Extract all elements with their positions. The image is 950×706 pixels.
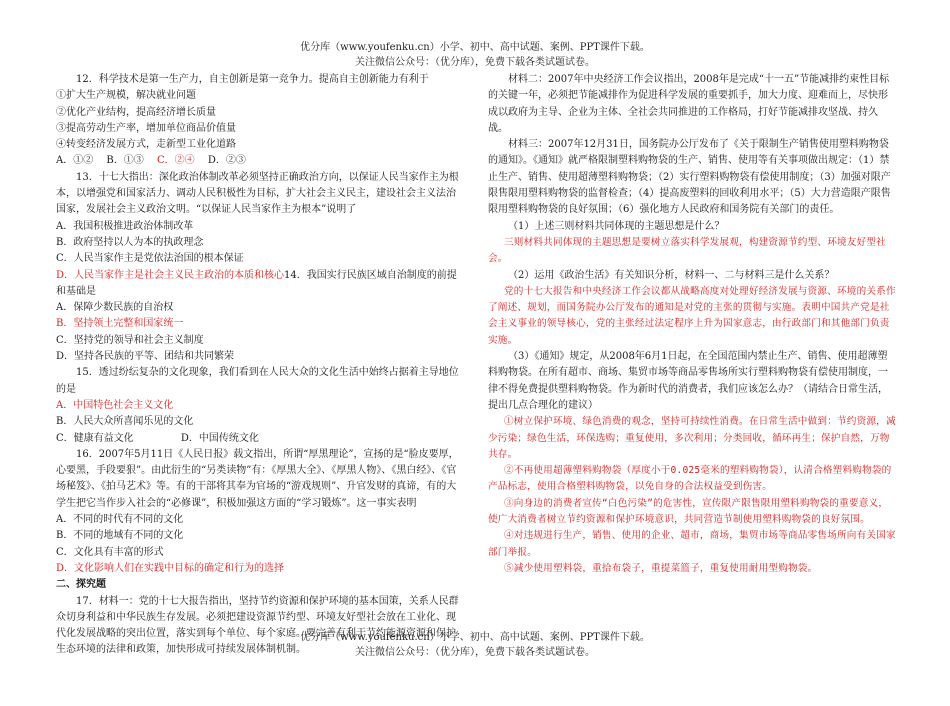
left-column — [56, 72, 460, 659]
q15-stem: 15．透过纷纭复杂的文化现象，我们看到在人民大众的文化生活中始终占据着主导地位的是 — [56, 367, 459, 395]
q12-choice-d: D．②③ — [207, 155, 246, 167]
q14-choice-c: C．坚持党的领导和社会主义制度 — [56, 334, 204, 346]
q17-question-3: （3）《通知》规定，从2008年6月1日起，在全国范围内禁止生产、销售、使用超薄塑料购物袋。在所有超市、商场、集贸市场等商品零售场所实行塑料购物袋有偿使用制度，一律不得免费提供塑料购物袋。作为新时代的消费者，我们应该怎么办？（请结合日常生活，提出几点合理化的建议） — [488, 351, 888, 411]
q17-answer-1: 三则材料共同体现的主题思想是要树立落实科学发展观，构建资源节约型、环境友好型社会。 — [488, 236, 886, 265]
q15-choice-c: C．健康有益文化 — [56, 432, 134, 444]
q12-option-4: ④转变经济发展方式，走新型工业化道路 — [56, 139, 236, 151]
q16-stem: 16．2007年5月11日《人民日报》载文指出，所谓“厚黑理论”，宣扬的是“脸皮要厚，心要黑，手段要狠”。由此衍生的“另类读物”有：《厚黑大全》、《厚黑人物》、《黑白经》、《官场秘笈》、《拍马艺术》等。有的干部将其奉为官场的“游戏规则”、升官发财的真谛，有的大学生把它当作步入社会的“必修课”，积极加强这方面的“学习锻炼”。这一事实表明 — [56, 448, 459, 509]
q15-choice-a-answer: A．中国特色社会主义文化 — [56, 399, 174, 411]
q13-choice-d-answer: D．人民当家作主是社会主义民主政治的本质和核心 — [56, 269, 285, 281]
q16-choice-c: C．文化具有丰富的形式 — [56, 546, 164, 558]
q17-question-2: （2）运用《政治生活》有关知识分析，材料一、二与材料三是什么关系？ — [508, 269, 835, 281]
header-line-2: 关注微信公众号：（优分库），免费下载各类试题试卷。 — [355, 57, 595, 68]
q17-answer-3-item-3: ③向身边的消费者宣传“白色污染”的危害性，宣传限产限售限用塑料购物袋的重要意义，使广大消费者树立节约资源和保护环境意识，共同营造节制使用塑料购物袋的良好氛围。 — [488, 497, 889, 526]
q14-stem: 14．我国实行民族区域自治制度的前提和基础是 — [56, 269, 457, 297]
section-title: 二、探究题 — [56, 579, 106, 591]
q13-choice-b: B．政府坚持以人为本的执政理念 — [56, 236, 204, 248]
q12-choices — [56, 153, 460, 169]
q17-answer-3-item-4: ④对违规进行生产，销售、使用的企业、超市，商场，集贸市场等商品零售场所向有关国家部门举报。 — [488, 530, 896, 558]
q13-choice-a: A．我国积极推进政治体制改革 — [56, 220, 194, 232]
q12-option-1: ①扩大生产规模，解决就业问题 — [56, 90, 196, 102]
right-column — [488, 72, 896, 577]
q12-option-3: ③提高劳动生产率，增加单位商品价值量 — [56, 122, 236, 134]
q16-choice-d-answer: D．文化影响人们在实践中目标的确定和行为的选择 — [56, 562, 285, 574]
q17-answer-3-item-1: ①树立保护环境、绿色消费的观念，坚持可持续性消费。在日常生活中做到：节约资源，减少污染；绿色生活，环保选购；重复使用，多次利用；分类回收，循环再生；保护自然，万物共存。 — [488, 416, 896, 460]
q12-choice-a: A．①② — [56, 155, 94, 167]
q13-choice-d-line — [56, 268, 460, 301]
q13-stem: 13．十七大指出：深化政治体制改革必须坚持正确政治方向，以保证人民当家作主为根本，以增强党和国家活力、调动人民积极性为目标，扩大社会主义民主，建设社会主义法治国家，发展社会主义政治文明。“以保证人民当家作主为根本”说明了 — [56, 171, 459, 216]
q14-choice-d: D．坚持各民族的平等、团结和共同繁荣 — [56, 351, 235, 363]
q12-choice-b: B．①③ — [106, 155, 144, 167]
q14-choice-b-answer: B．坚持领土完整和国家统一 — [56, 318, 184, 330]
q12-choice-c-answer: C．②④ — [156, 155, 195, 167]
q17-answer-3-item-2: ②不再使用超薄塑料购物袋（厚度小于0.025毫米的塑料购物袋），认清合格塑料购物袋的产品标志，使用合格塑料购物袋，以免自身的合法权益受到伤害。 — [488, 465, 892, 493]
q13-choice-c: C．人民当家作主是党依法治国的根本保证 — [56, 253, 244, 265]
q15-choice-d: D．中国传统文化 — [180, 432, 259, 444]
q16-choice-a: A．不同的时代有不同的文化 — [56, 514, 184, 526]
q17-material-2: 材料二：2007年中央经济工作会议指出，2008年是完成“十一五”节能减排约束性目标的关键一年，必须把节能减排作为促进科学发展的重要抓手，加大力度、迎难而上，尽快形成以政府为主导、企业为主体、全社会共同推进的工作格局，打好节能减排攻坚战、持久战。 — [488, 74, 890, 134]
q15-choices-cd — [56, 431, 460, 447]
q17-answer-3-item-5: ⑤减少使用塑料袋，重拾布袋子，重提菜篮子，重复使用耐用型购物袋。 — [504, 562, 818, 574]
footer-line-1: 优分库（www.youfenku.cn）小学、初中、高中试题、案例、PPT课件下载。 — [300, 632, 650, 643]
q14-choice-a: A．保障少数民族的自治权 — [56, 302, 174, 314]
page-footer — [0, 630, 950, 660]
q17-question-1: （1）上述三则材料共同体现的主题思想是什么？ — [508, 220, 725, 232]
page-header — [0, 40, 950, 70]
q17-material-1: 17．材料一：党的十七大报告指出，坚持节约资源和保护环境的基本国策，关系人民群众切身利益和中华民族生存发展。必须把建设资源节约型、环境友好型社会放在工业化、现代化发展战略的突出位置，落实到每个单位、每个家庭。要完善有利于节约能源资源和保护生态环境的法律和政策，加快形成可持续发展体制机制。 — [56, 595, 459, 656]
q17-material-3: 材料三：2007年12月31日，国务院办公厅发布了《关于限制生产销售使用塑料购物袋的通知》。《通知》就严格限制塑料购物袋的生产、销售、使用等有关事项做出规定：（1）禁止生产、销售、使用超薄塑料购物袋；（2）实行塑料购物袋有偿使用制度；（3）加强对限产限售限用塑料购物袋的监督检查；（4）提高废塑料的回收利用水平；（5）大力营造限产限售限用塑料购物袋的良好氛围；（6）强化地方人民政府和国务院有关部门的责任。 — [488, 139, 891, 216]
q15-choice-b: B．人民大众所喜闻乐见的文化 — [56, 416, 194, 428]
footer-line-2: 关注微信公众号：（优分库），免费下载各类试题试卷。 — [355, 647, 595, 658]
q12-stem: 12．科学技术是第一生产力，自主创新是第一竞争力。提高自主创新能力有利于 — [76, 74, 429, 85]
q12-option-2: ②优化产业结构，提高经济增长质量 — [56, 106, 216, 118]
q17-answer-2: 党的十七大报告和中央经济工作会议都从战略高度对处理好经济发展与资源、环境的关系作了阐述、规划，而国务院办公厅发布的通知是对党的主张的贯彻与实施。表明中国共产党是社会主义事业的领导核心，党的主张经过法定程序上升为国家意志，由行政部门和其他部门负责实施。 — [488, 285, 896, 346]
header-line-1: 优分库（www.youfenku.cn）小学、初中、高中试题、案例、PPT课件下载。 — [300, 42, 650, 53]
q16-choice-b: B．不同的地域有不同的文化 — [56, 530, 184, 542]
